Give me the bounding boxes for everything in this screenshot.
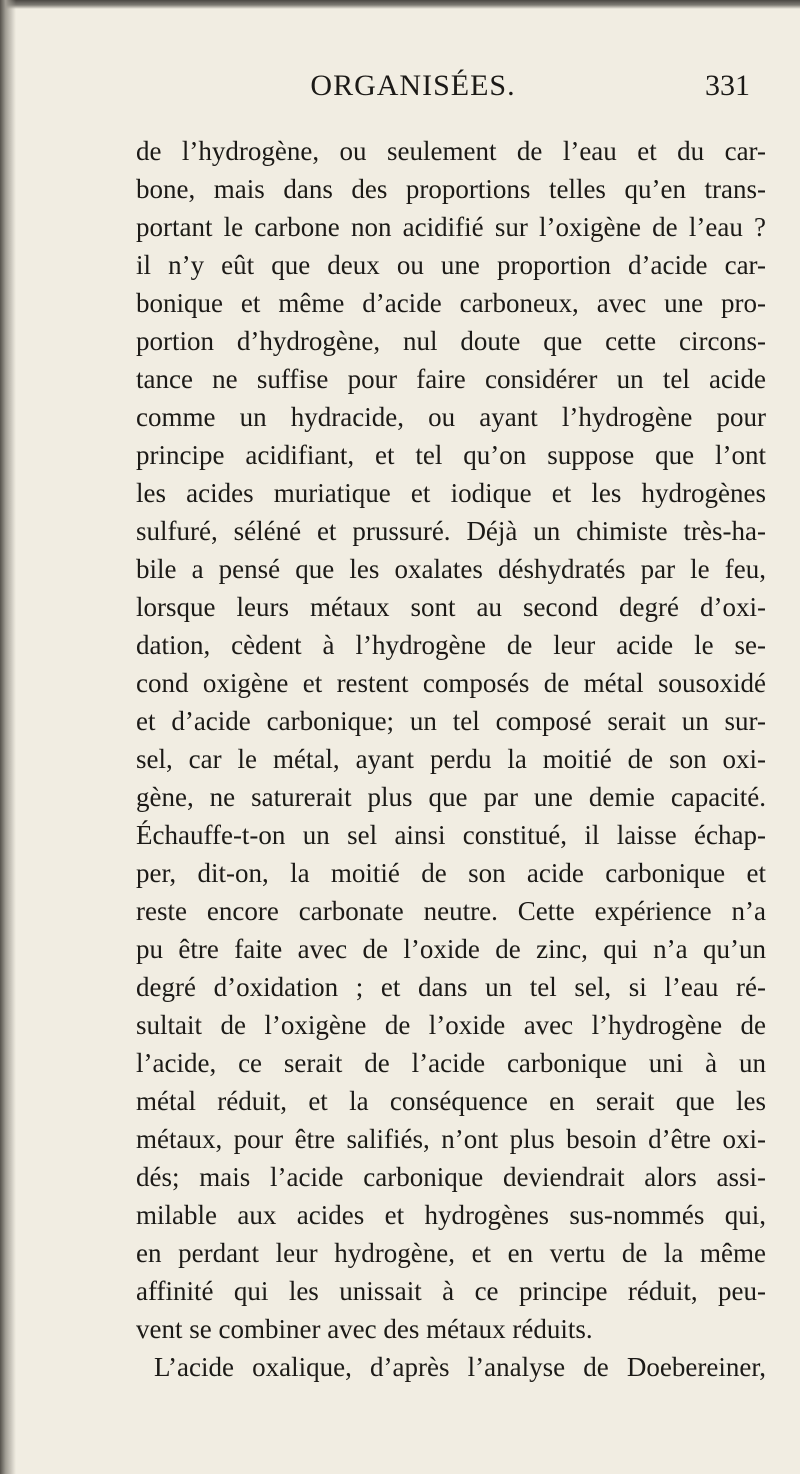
- text-line: bile a pensé que les oxalates déshydratés par le feu,: [136, 554, 766, 584]
- text-line: il n’y eût que deux ou une proportion d’acide car-: [136, 250, 766, 280]
- text-line: dés; mais l’acide carbonique deviendrait alors assi-: [136, 1162, 766, 1192]
- text-line: comme un hydracide, ou ayant l’hydrogène pour: [136, 402, 766, 432]
- text-line: per, dit-on, la moitié de son acide carbonique et: [136, 858, 766, 888]
- text-line: sultait de l’oxigène de l’oxide avec l’hydrogène de: [136, 1010, 766, 1040]
- running-title: ORGANISÉES.: [310, 69, 516, 102]
- text-line: reste encore carbonate neutre. Cette expérience n’a: [136, 896, 766, 926]
- text-line: affinité qui les unissait à ce principe réduit, peu-: [136, 1276, 766, 1306]
- text-line: pu être faite avec de l’oxide de zinc, qui n’a qu’un: [136, 934, 766, 964]
- text-line: milable aux acides et hydrogènes sus-nommés qui,: [136, 1200, 766, 1230]
- text-line: sulfuré, séléné et prussuré. Déjà un chimiste très-ha-: [136, 516, 766, 546]
- text-line: cond oxigène et restent composés de métal sousoxidé: [136, 668, 766, 698]
- text-line: L’acide oxalique, d’après l’analyse de Doebereiner,: [154, 1352, 766, 1382]
- text-line: de l’hydrogène, ou seulement de l’eau et du car-: [136, 136, 766, 166]
- text-line: métaux, pour être salifiés, n’ont plus besoin d’être oxi-: [136, 1124, 766, 1154]
- text-line: portant le carbone non acidifié sur l’oxigène de l’eau ?: [136, 212, 766, 242]
- text-line: lorsque leurs métaux sont au second degré d’oxi-: [136, 592, 766, 622]
- running-head: [0, 66, 800, 106]
- text-line: principe acidifiant, et tel qu’on suppose que l’ont: [136, 440, 766, 470]
- text-line: vent se combiner avec des métaux réduits.: [136, 1314, 593, 1344]
- text-line: les acides muriatique et iodique et les hydrogènes: [136, 478, 766, 508]
- text-line: portion d’hydrogène, nul doute que cette circons-: [136, 326, 766, 356]
- body-text: [136, 132, 766, 1386]
- text-line: l’acide, ce serait de l’acide carbonique uni à un: [136, 1048, 766, 1078]
- text-line: tance ne suffise pour faire considérer un tel acide: [136, 364, 766, 394]
- text-line: et d’acide carbonique; un tel composé serait un sur-: [136, 706, 766, 736]
- text-line: sel, car le métal, ayant perdu la moitié de son oxi-: [136, 744, 766, 774]
- text-line: gène, ne saturerait plus que par une demie capacité.: [136, 782, 766, 812]
- text-line: dation, cèdent à l’hydrogène de leur acide le se-: [136, 630, 766, 660]
- page-number: 331: [705, 69, 750, 102]
- text-line: degré d’oxidation ; et dans un tel sel, si l’eau ré-: [136, 972, 766, 1002]
- text-line: en perdant leur hydrogène, et en vertu de la même: [136, 1238, 766, 1268]
- text-line: métal réduit, et la conséquence en serait que les: [136, 1086, 766, 1116]
- text-line: bonique et même d’acide carboneux, avec une pro-: [136, 288, 766, 318]
- text-line: bone, mais dans des proportions telles qu’en trans-: [136, 174, 766, 204]
- text-line: Échauffe-t-on un sel ainsi constitué, il laisse échap-: [136, 820, 766, 850]
